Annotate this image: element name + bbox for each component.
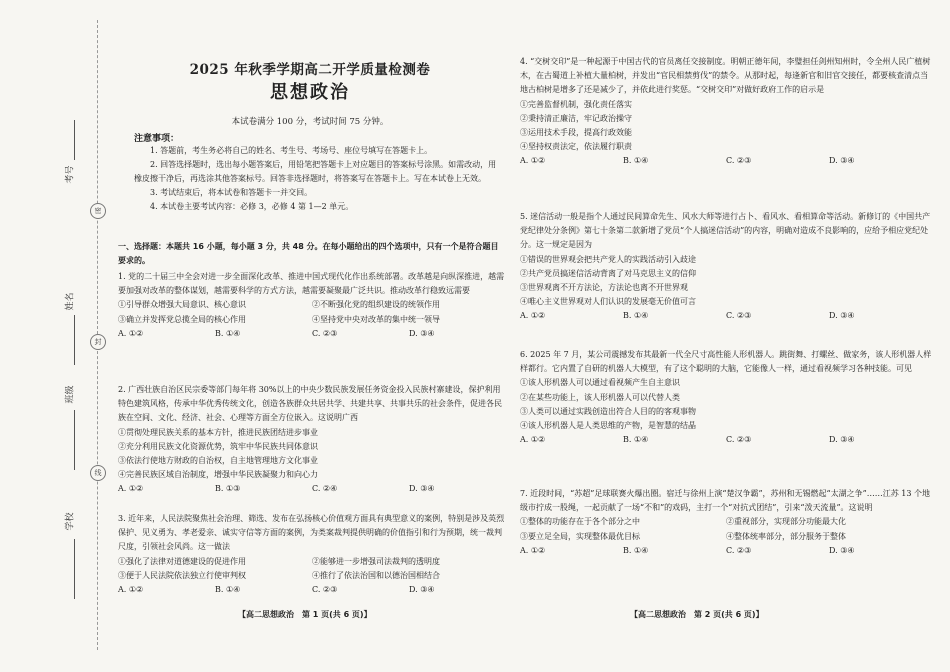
question-options	[118, 298, 506, 326]
choice-b: B. ①④	[623, 435, 649, 445]
question-3	[118, 512, 506, 597]
question-stem: 7. 近段时间，“苏超”足球联赛火爆出圈。宿迁与徐州上演“楚汉争霸”，苏州和无锡燃起“太湖之争”……江苏 13 个地级市拧成一股绳，一起贡献了一场“不和”的戏码，主打一个“对抗式团结”，引来“泼天流量”。这说明	[520, 489, 930, 513]
option-3: ③人类可以通过实践创造出符合人目的的客观事物	[520, 406, 696, 416]
subject-title: 思想政治	[270, 82, 350, 103]
choice-d: D. ③④	[409, 328, 435, 338]
option-1: ①错误的世界观会把共产党人的实践活动引入歧途	[520, 254, 696, 264]
answer-choices	[520, 544, 932, 558]
notice-title: 注意事项：	[134, 134, 180, 144]
question-stem: 6. 2025 年 7 月，某公司震撼发布其最新一代全尺寸高性能人形机器人。跳街舞、打螺丝、做家务，该人形机器人样样都行。它内置了自研的机器人大模型，有了这个聪明的大脑，它能像人一样，通过看视频学习各种技能。可见	[520, 350, 932, 374]
question-1	[118, 270, 506, 341]
class-field	[60, 370, 90, 480]
choice-c: C. ②③	[312, 585, 338, 595]
choice-b: B. ①④	[623, 545, 649, 555]
question-options	[520, 515, 932, 543]
option-1: ①完善监督机制，强化责任落实	[520, 99, 632, 109]
option-2: ②重视部分，实现部分功能最大化	[726, 517, 846, 527]
choice-b: B. ①④	[215, 585, 241, 595]
option-2: ②在某些功能上，该人形机器人可以代替人类	[520, 392, 680, 402]
choice-b: B. ①④	[623, 311, 649, 321]
school-label: 学校	[65, 512, 76, 531]
choice-a: A. ①②	[520, 435, 546, 445]
choice-d: D. ③④	[829, 311, 855, 321]
answer-choices	[520, 433, 932, 447]
option-4: ④推行了依法治国和以德治国相结合	[312, 570, 440, 580]
notice-item: 2. 回答选择题时，选出每小题答案后，用铅笔把答题卡上对应题目的答案标号涂黑。如需改动，用橡皮擦干净后，再选涂其他答案标号。回答非选择题时，将答案写在答题卡上。写在本试卷上无效。	[134, 160, 497, 183]
notices-list	[134, 144, 502, 214]
question-stem: 1. 党的二十届三中全会对进一步全面深化改革、推进中国式现代化作出系统部署。改革越是向纵深推进，越需要加强对改革的整体谋划，越需要科学的方式方法，越需要凝聚最广泛共识。推动改革行稳致远需要	[118, 272, 505, 296]
exam-title: 2025 年秋季学期高二开学质量检测卷	[189, 62, 431, 78]
question-2	[118, 383, 506, 497]
choice-c: C. ②③	[726, 156, 752, 166]
seal-mark-mi: 密	[90, 203, 106, 219]
option-3: ③世界观离不开方法论，方法论也离不开世界观	[520, 283, 688, 293]
page-footer-right: 【高二思想政治 第 2 页(共 6 页)】	[630, 610, 764, 619]
question-5	[520, 210, 932, 324]
choice-d: D. ③④	[829, 156, 855, 166]
binding-margin	[0, 0, 108, 672]
option-1: ①强化了法律对道德建设的促进作用	[118, 556, 246, 566]
choice-a: A. ①②	[520, 545, 546, 555]
option-3: ③运用技术手段，提高行政效能	[520, 128, 632, 138]
answer-choices	[118, 482, 506, 496]
choice-b: B. ①④	[215, 328, 241, 338]
option-3: ③便于人民法院依法独立行使审判权	[118, 570, 246, 580]
choice-c: C. ②③	[726, 311, 752, 321]
notice-item: 4. 本试卷主要考试内容：必修 3，必修 4 第 1—2 单元。	[150, 202, 354, 211]
option-2: ②秉持清正廉洁，牢记政治操守	[520, 113, 632, 123]
page-footer-left: 【高二思想政治 第 1 页(共 6 页)】	[238, 610, 372, 619]
option-2: ②不断强化党的组织建设的统领作用	[312, 300, 440, 310]
question-4	[520, 55, 932, 169]
answer-choices	[520, 309, 932, 323]
option-2: ②共产党员搞迷信活动背离了对马克思主义的信仰	[520, 268, 696, 278]
choice-a: A. ①②	[520, 156, 546, 166]
name-label: 姓名	[65, 292, 76, 311]
option-4: ④唯心主义世界观对人们认识的发展毫无价值可言	[520, 297, 696, 307]
option-3: ③依法行使地方财政的自治权，自主地管理地方文化事业	[118, 456, 318, 466]
question-stem: 2. 广西壮族自治区民宗委等部门每年将 30%以上的中央少数民族发展任务资金投入民族村寨建设，保护利用特色建筑风格，传承中华优秀传统文化，创造各族群众共居共学、共建共享、共事共乐的社会条件，促进各民族在空间、文化、经济、社会、心理等方面全方位嵌入。这说明广西	[118, 385, 502, 423]
question-stem: 3. 近年来，人民法院聚焦社会治理、筛选、发布在弘扬核心价值观方面具有典型意义的案例，特别是涉及英烈保护、见义勇为、孝老爱亲、诚实守信等方面的案例，为类案裁判提供明确的价值指引和行为预期，统一裁判尺度，引领社会风尚。这一做法	[118, 514, 505, 552]
choice-d: D. ③④	[409, 484, 435, 494]
choice-d: D. ③④	[829, 545, 855, 555]
candidate-number-label: 考号	[65, 165, 76, 184]
choice-a: A. ①②	[118, 585, 144, 595]
choice-a: A. ①②	[520, 311, 546, 321]
question-7	[520, 487, 932, 558]
choice-c: C. ②③	[726, 545, 752, 555]
choice-a: A. ①②	[118, 328, 144, 338]
option-4: ④坚持权责法定，依法履行职责	[520, 142, 632, 152]
option-1: ①贯彻处理民族关系的基本方针，推进民族团结进步事业	[118, 427, 318, 437]
answer-choices	[118, 583, 506, 597]
school-field	[60, 495, 90, 605]
name-field	[60, 255, 90, 365]
choice-d: D. ③④	[409, 585, 435, 595]
exam-info: 本试卷满分 100 分，考试时间 75 分钟。	[231, 117, 389, 127]
choice-b: B. ①④	[623, 156, 649, 166]
seal-mark-xian: 线	[90, 465, 106, 481]
option-2: ②能够进一步增强司法裁判的透明度	[312, 556, 440, 566]
choice-c: C. ②③	[312, 328, 338, 338]
seal-mark-feng: 封	[90, 334, 106, 350]
question-stem: 4. “交树交印”是一种起源于中国古代的官员离任交接制度。明朝正德年间，李璧担任剑州知州时，令全州人民广植树木，在古蜀道上补植大量柏树，并发出“官民相禁剪伐”的禁令。从那时起，每逢新官和旧官交接任，都要核查清点当地古柏树是增多了还是减少了，并依此进行奖惩。“交树交印”对做好政府工作的启示是	[520, 57, 931, 95]
choice-d: D. ③④	[829, 435, 855, 445]
answer-choices	[118, 327, 506, 341]
option-3: ③要立足全局，实现整体最优目标	[520, 531, 640, 541]
question-options	[118, 555, 506, 583]
option-1: ①整体的功能存在于各个部分之中	[520, 517, 640, 527]
choice-c: C. ②④	[312, 484, 338, 494]
option-1: ①引导群众增强大局意识、核心意识	[118, 300, 246, 310]
question-6	[520, 348, 932, 447]
choice-a: A. ①②	[118, 484, 144, 494]
option-4: ④完善民族区域自治制度，增强中华民族凝聚力和向心力	[118, 470, 318, 480]
answer-choices	[520, 154, 932, 168]
section-heading: 一、选择题：本题共 16 小题，每小题 3 分，共 48 分。在每小题给出的四个选项中，只有一个是符合题目要求的。	[118, 242, 499, 266]
option-4: ④该人形机器人是人类思维的产物，是智慧的结晶	[520, 421, 696, 431]
notice-item: 3. 考试结束后，将本试卷和答题卡一并交回。	[150, 188, 313, 197]
option-1: ①该人形机器人可以通过看视频产生自主意识	[520, 378, 680, 388]
choice-c: C. ②③	[726, 435, 752, 445]
option-4: ④坚持党中央对改革的集中统一领导	[312, 314, 440, 324]
class-label: 班级	[65, 385, 76, 404]
choice-b: B. ①③	[215, 484, 241, 494]
option-2: ②充分利用民族文化资源优势，筑牢中华民族共同体意识	[118, 441, 318, 451]
question-stem: 5. 迷信活动一般是指个人通过民间算命先生、风水大师等进行占卜、看风水、看相算命等活动。新修订的《中国共产党纪律处分条例》第七十条第二款新增了党员“个人搞迷信活动”的内容，明确对造成不良影响的，应给予相应党纪处分。这一规定是因为	[520, 212, 931, 250]
option-4: ④整体统率部分，部分服务于整体	[726, 531, 846, 541]
candidate-number-field	[60, 120, 90, 230]
notice-item: 1. 答题前，考生务必将自己的姓名、考生号、考场号、座位号填写在答题卡上。	[150, 146, 433, 155]
option-3: ③确立并发挥党总揽全局的核心作用	[118, 314, 246, 324]
